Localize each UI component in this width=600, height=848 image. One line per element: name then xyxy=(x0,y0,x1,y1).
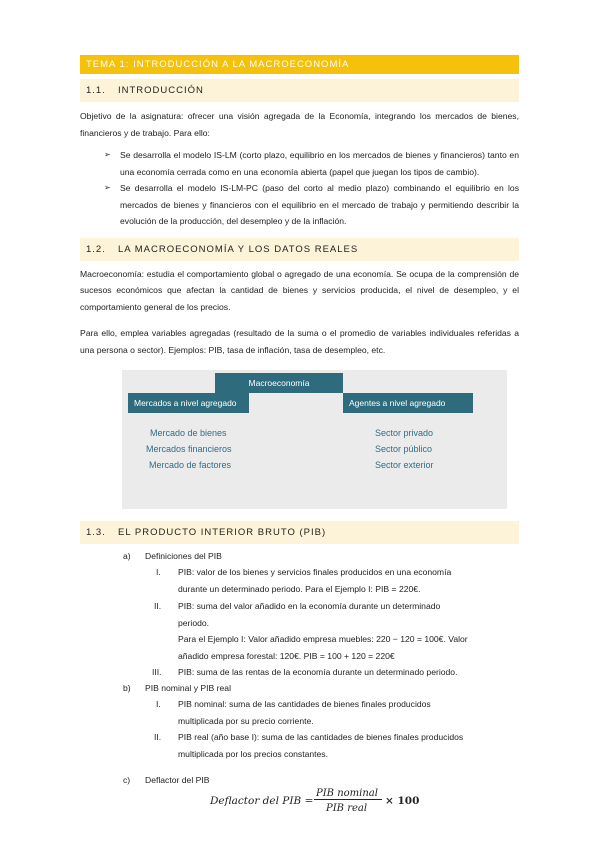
diagram-right-item: Sector público xyxy=(375,444,433,454)
bullet-list xyxy=(80,147,519,230)
diagram-right-item: Sector privado xyxy=(375,428,434,438)
outline-line: PIB nominal: suma de las cantidades de bienes finales producidos xyxy=(178,699,431,709)
formula-multiplier: × 100 xyxy=(385,795,420,807)
bullet-text: Se desarrolla el modelo IS-LM (corto plazo, equilibrio en los mercados de bienes y financieros) tanto en una economía cerrada como en una economía abierta (papel que juegan los tipos de cambio). xyxy=(120,150,519,177)
section-heading-1-2 xyxy=(80,238,519,261)
formula-lhs: Deflactor del PIB = xyxy=(210,795,314,807)
outline-line: PIB real (año base I): suma de las cantidades de bienes finales producidos xyxy=(178,732,464,742)
outline-line: multiplicada por los precios constantes. xyxy=(178,748,328,759)
section-title: INTRODUCCIÓN xyxy=(118,85,204,96)
outline-line: periodo. xyxy=(178,617,210,628)
outline-item xyxy=(178,696,518,729)
formula-denominator: PIB real xyxy=(326,803,368,814)
bullet-text: Se desarrolla el modelo IS-LM-PC (paso del corto al medio plazo) combinando el equilibrio en los mercados de bienes y financieros con el equilibrio en el mercado de trabajo y permitiendo describir la evolución de la producción, del desempleo y de la inflación. xyxy=(120,183,519,226)
roman-numeral: II. xyxy=(154,601,162,611)
diagram-right-item: Sector exterior xyxy=(375,460,434,470)
section-heading-1-3 xyxy=(80,521,519,544)
diagram-right-box: Agentes a nivel agregado xyxy=(343,393,473,413)
outline-item xyxy=(178,729,518,762)
outline-line: añadido empresa forestal: 120€. PIB = 100 + 120 = 220€ xyxy=(178,650,395,661)
outline-line: Para el Ejemplo I: Valor añadido empresa muebles: 220 − 120 = 100€. Valor xyxy=(178,634,468,644)
bullet-item xyxy=(80,147,519,180)
roman-numeral: III. xyxy=(152,667,162,677)
macro-paragraph-1: Macroeconomía: estudia el comportamiento global o agregado de una economía. Se ocupa de la comprensión de sucesos económicos que afectan la cantidad de bienes y servicios producida, el nivel de desempleo, y el comportamiento general de los precios. xyxy=(80,268,519,312)
macroeconomia-diagram xyxy=(122,370,507,509)
chapter-banner: TEMA 1: INTRODUCCIÓN A LA MACROECONOMÍA xyxy=(80,55,519,74)
document-page xyxy=(80,55,519,814)
section-number: 1.2. xyxy=(86,243,106,255)
outline-item xyxy=(178,598,518,664)
section-heading-1-1 xyxy=(80,79,519,102)
intro-paragraph: Objetivo de la asignatura: ofrecer una visión agregada de la Economía, integrando los mercados de bienes, financieros y de trabajo. Para ello: xyxy=(80,111,519,138)
formula-numerator: PIB nominal xyxy=(316,788,378,799)
outline-title: PIB nominal y PIB real xyxy=(145,683,231,693)
outline-line: multiplicada por su precio corriente. xyxy=(178,715,314,726)
outline-line: PIB: suma del valor añadido en la economía durante un determinado xyxy=(178,601,441,611)
diagram-left-item: Mercado de factores xyxy=(149,460,232,470)
outline-label: c) xyxy=(123,775,131,785)
roman-numeral: I. xyxy=(156,699,161,709)
diagram-top-box: Macroeconomía xyxy=(215,373,343,393)
roman-numeral: II. xyxy=(154,732,162,742)
outline-label: b) xyxy=(123,683,131,693)
outline-item xyxy=(178,564,518,597)
macro-paragraph-2: Para ello, emplea variables agregadas (resultado de la suma o el promedio de variables individuales referidas a una persona o sector). Ejemplos: PIB, tasa de inflación, tasa de desempleo, etc. xyxy=(80,328,519,355)
outline-item xyxy=(178,664,518,681)
pib-outline xyxy=(80,548,519,814)
outline-title: Deflactor del PIB xyxy=(145,775,210,785)
outline-line: PIB: valor de los bienes y servicios finales producidos en una economía xyxy=(178,567,452,577)
diagram-left-item: Mercados financieros xyxy=(146,444,232,454)
bullet-item xyxy=(80,180,519,230)
arrow-bullet-icon: ➢ xyxy=(104,150,111,159)
diagram-left-item: Mercado de bienes xyxy=(150,428,227,438)
section-title: LA MACROECONOMÍA Y LOS DATOS REALES xyxy=(118,243,359,255)
outline-line: PIB: suma de las rentas de la economía durante un determinado periodo. xyxy=(178,667,458,677)
section-title: EL PRODUCTO INTERIOR BRUTO (PIB) xyxy=(118,527,327,538)
outline-line: durante un determinado periodo. Para el Ejemplo I: PIB = 220€. xyxy=(178,583,421,594)
section-number: 1.3. xyxy=(86,527,106,538)
roman-numeral: I. xyxy=(156,567,161,577)
outline-title: Definiciones del PIB xyxy=(145,551,222,561)
arrow-bullet-icon: ➢ xyxy=(104,183,111,192)
section-number: 1.1. xyxy=(86,85,106,96)
outline-label: a) xyxy=(123,551,131,561)
fraction-bar xyxy=(314,799,382,800)
diagram-left-box: Mercados a nivel agregado xyxy=(128,393,249,413)
